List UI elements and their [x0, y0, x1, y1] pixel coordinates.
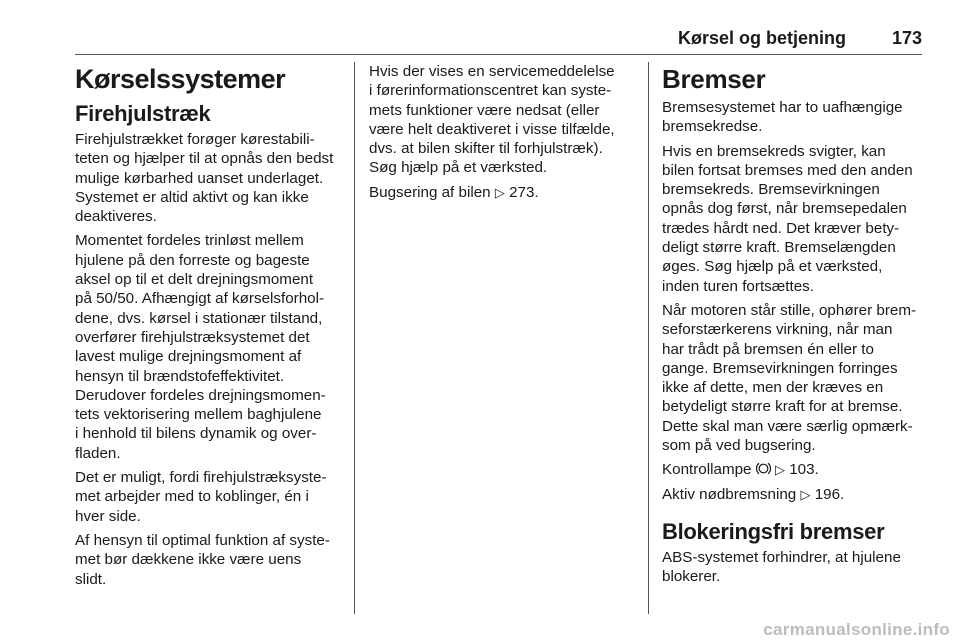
- paragraph: Når motoren står stille, ophører brem- seforstærkerens virkning, når man har trådt på bremsen én eller to gange. Bremsevirkningen forringes ikke af dette, men der kræves en betydeligt større kraft for at bremse. Dette skal man være særlig opmærk- som på ved bugsering.: [662, 301, 917, 455]
- reference-arrow-icon: ▷: [494, 184, 505, 200]
- paragraph: Momentet fordeles trinløst mellem hjulene på den forreste og bageste aksel op til et delt drejningsmoment på 50/50. Afhængigt af kørselsforhol- dene, dvs. kørsel i stationær tilstand, overfører firehjulstræksystemet det lavest mulige drejningsmoment af hensyn til brændstofeffektivitet. Derudover fordeles drejningsmomen- tets vektorisering mellem baghjulene i henhold til bilens dynamik og over- fladen.: [75, 232, 326, 462]
- towing-reference-text: Bugsering af bilen: [369, 183, 491, 201]
- towing-reference: [369, 183, 631, 202]
- paragraph: Firehjulstrækket forøger kørestabili- teten og hjælper til at opnås den bedst mulige kørbarhed uanset underlaget. Systemet er altid aktivt og kan ikke deaktiveres.: [75, 131, 334, 226]
- emergency-braking-page[interactable]: 196.: [814, 485, 845, 503]
- warning-lamp-page[interactable]: 103.: [789, 461, 819, 479]
- reference-arrow-icon: ▷: [774, 462, 785, 478]
- towing-reference-page[interactable]: 273.: [509, 183, 539, 201]
- paragraph: Bremsesystemet har to uafhængige bremsekredse.: [662, 99, 903, 136]
- warning-lamp-text: Kontrollampe: [662, 461, 752, 479]
- brake-warning-lamp-icon: [756, 461, 771, 476]
- emergency-braking-text: Aktiv nødbremsning: [662, 485, 797, 503]
- subsection-heading: Firehjulstræk: [75, 101, 211, 126]
- column-divider-1: [354, 62, 355, 614]
- watermark: carmanualsonline.info: [763, 620, 950, 639]
- column-2: [369, 62, 631, 207]
- running-title: Kørsel og betjening: [677, 28, 846, 48]
- emergency-braking-reference: [662, 485, 924, 504]
- column-3: [662, 62, 924, 592]
- paragraph: ABS-systemet forhindrer, at hjulene blokerer.: [662, 548, 901, 586]
- paragraph: Hvis en bremsekreds svigter, kan bilen fortsat bremses med den anden bremsekreds. Bremsevirkningen opnås dog først, når bremsepedalen trædes hårdt ned. Det kræver bety- deligt større kraft. Bremselængden øges. Søg hjælp på et værksted, inden turen fortsættes.: [662, 142, 913, 295]
- subsection-heading-abs: Blokeringsfri bremser: [662, 518, 885, 544]
- page-number: 173: [891, 28, 922, 48]
- column-divider-2: [648, 62, 649, 614]
- section-heading-brakes: Bremser: [662, 64, 766, 94]
- page-header: [75, 24, 922, 55]
- paragraph: Hvis der vises en servicemeddelelse i førerinformationscentret kan syste- mets funktioner være nedsat (eller være helt deaktiveret i visse tilfælde, dvs. at bilen skifter til forhjulstræk). Søg hjælp på et værksted.: [369, 63, 615, 177]
- warning-lamp-reference: [662, 460, 924, 479]
- section-heading: Kørselssystemer: [75, 64, 286, 94]
- reference-arrow-icon: ▷: [800, 486, 811, 502]
- paragraph: Af hensyn til optimal funktion af syste- met bør dækkene ikke være uens slidt.: [75, 531, 330, 588]
- paragraph: Det er muligt, fordi firehjulstræksyste- met arbejder med to koblinger, én i hver side.: [75, 469, 327, 525]
- column-1: [75, 62, 347, 594]
